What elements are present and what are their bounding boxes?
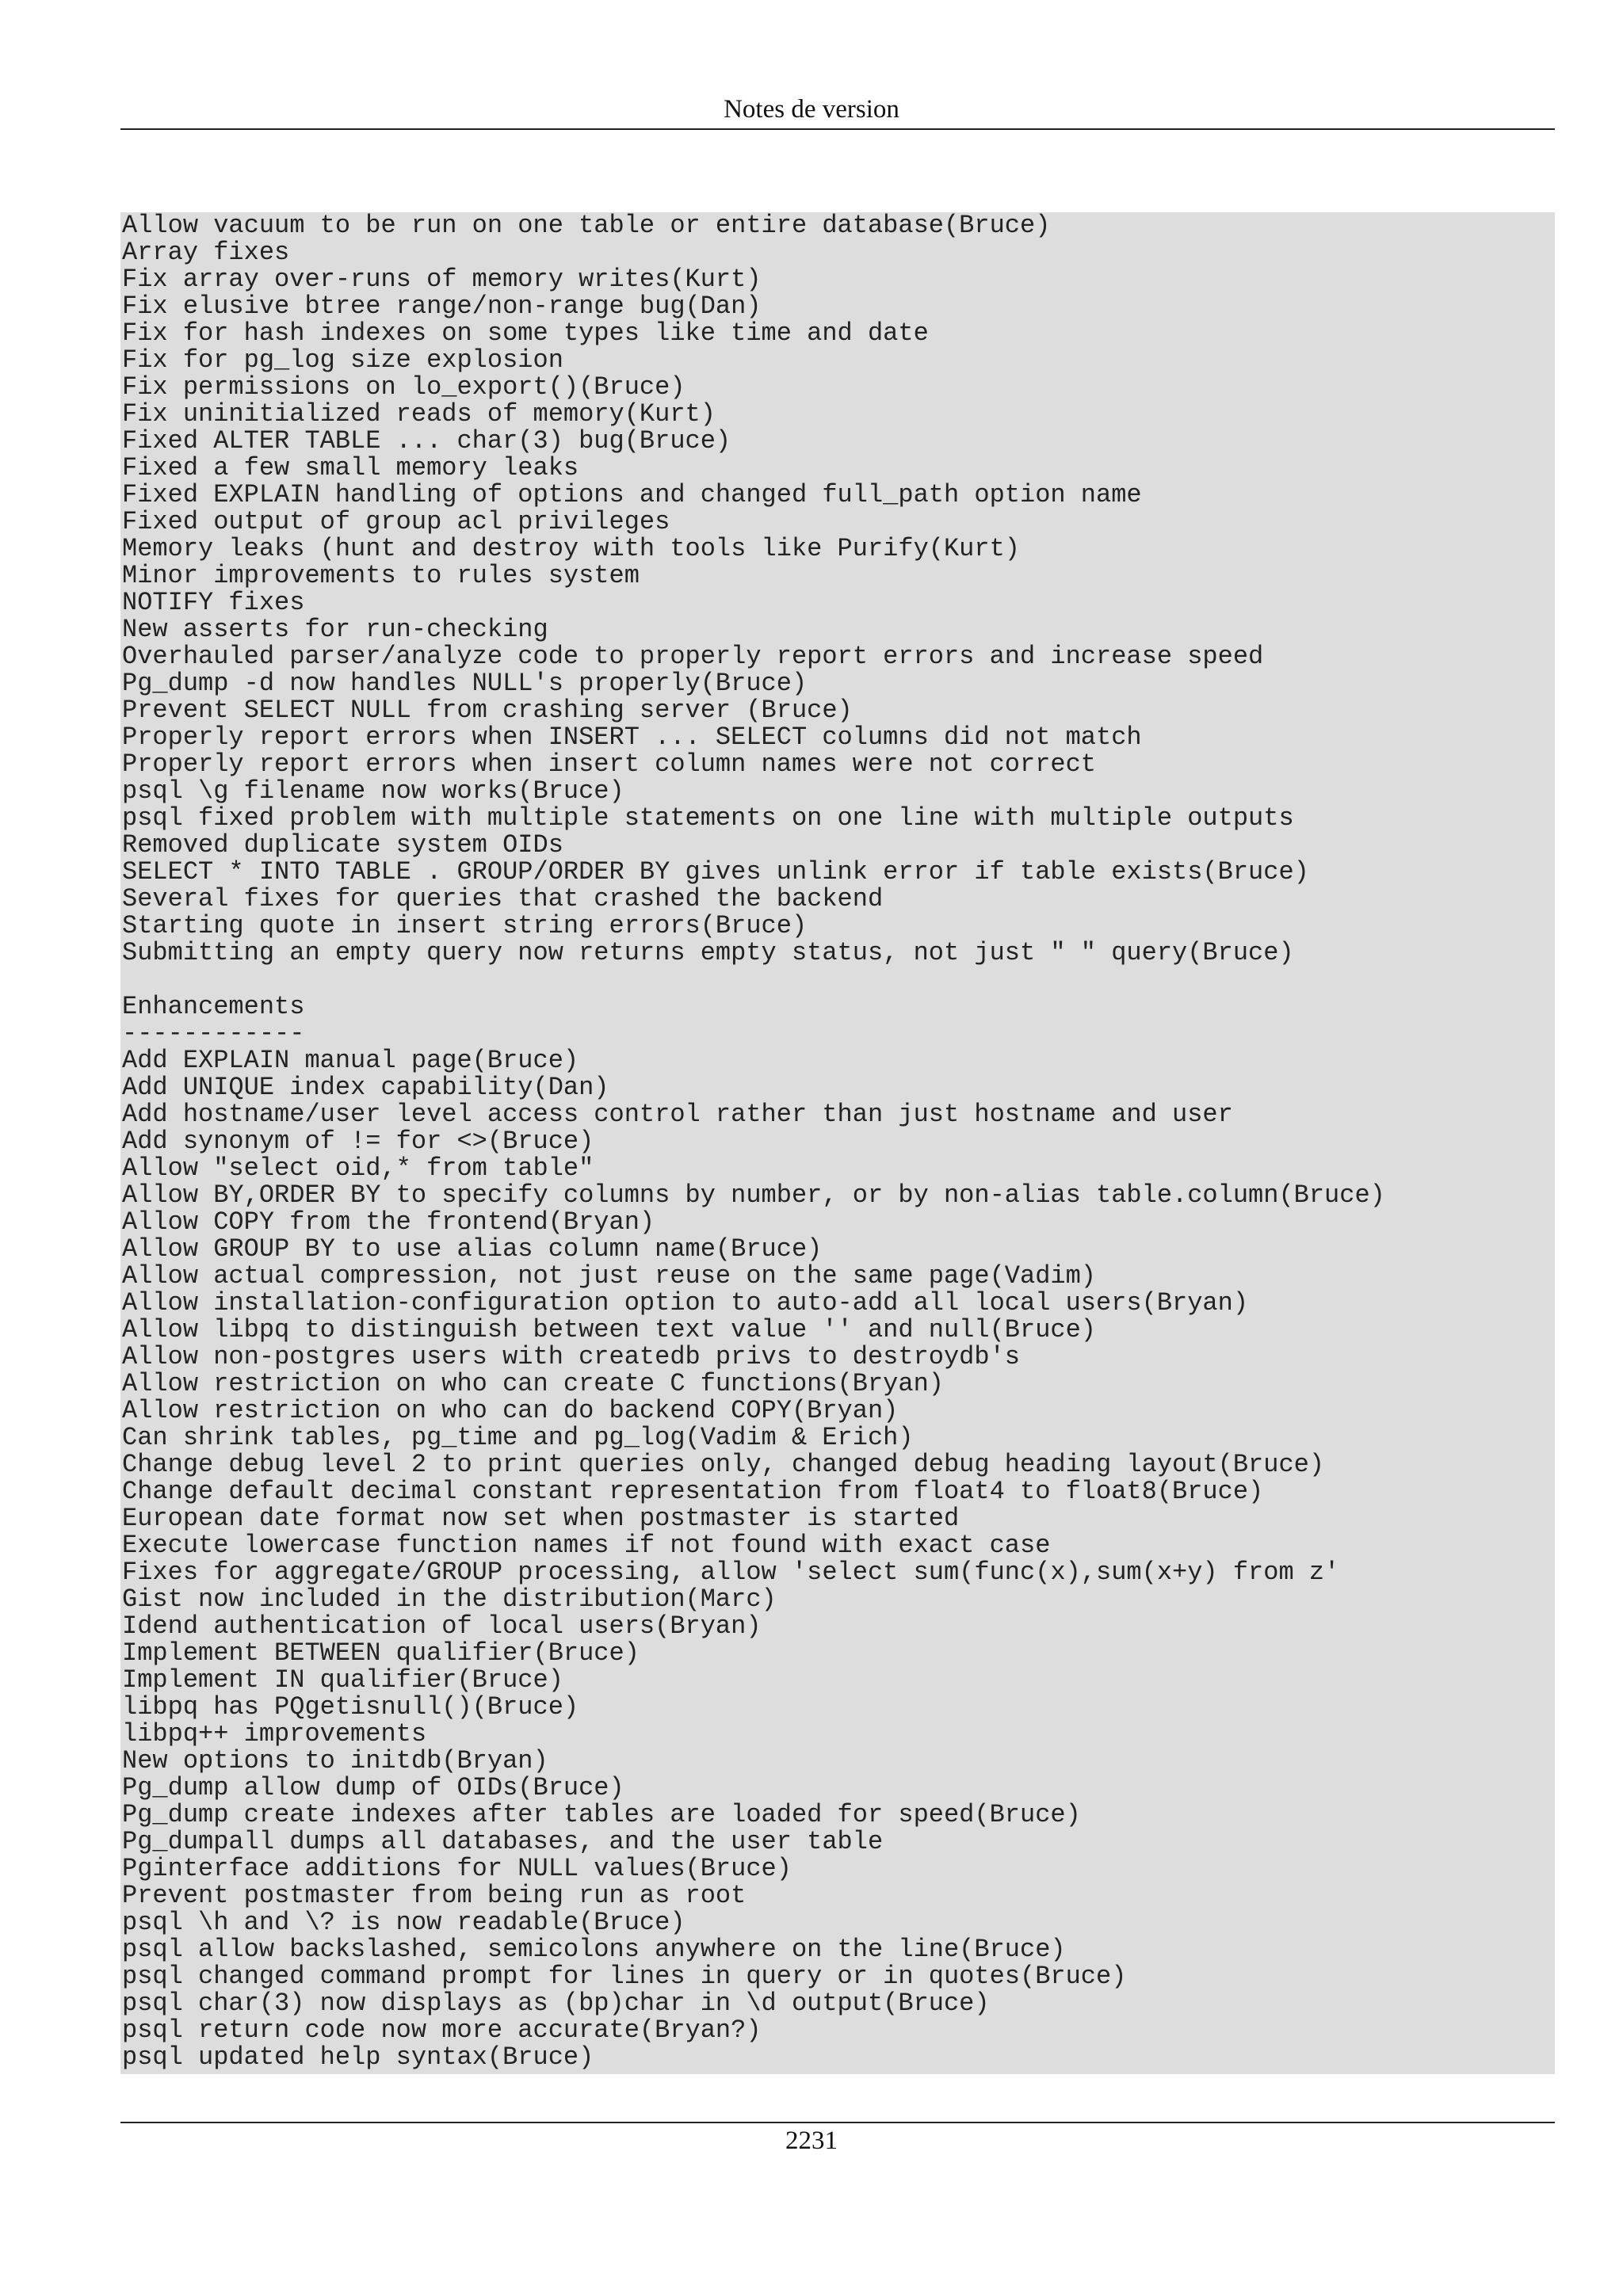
code-line: Pg_dumpall dumps all databases, and the user table <box>122 1827 884 1856</box>
code-line: Allow actual compression, not just reuse on the same page(Vadim) <box>122 1261 1096 1291</box>
code-line: Enhancements <box>122 992 305 1021</box>
code-line: Fix uninitialized reads of memory(Kurt) <box>122 399 716 429</box>
code-line: Minor improvements to rules system <box>122 561 640 590</box>
code-line: Idend authentication of local users(Bryan) <box>122 1611 762 1641</box>
code-line: psql return code now more accurate(Bryan?) <box>122 2016 762 2045</box>
code-line: Allow COPY from the frontend(Bryan) <box>122 1207 655 1237</box>
code-line: New asserts for run-checking <box>122 615 548 644</box>
code-line: Fixed output of group acl privileges <box>122 507 670 536</box>
code-line: Allow BY,ORDER BY to specify columns by number, or by non-alias table.column(Bruce) <box>122 1180 1385 1210</box>
header-divider <box>120 128 1555 130</box>
code-line: Starting quote in insert string errors(Bruce) <box>122 911 808 940</box>
page-number: 2231 <box>785 2126 838 2155</box>
code-line: psql updated help syntax(Bruce) <box>122 2042 594 2072</box>
code-line: Change default decimal constant representation from float4 to float8(Bruce) <box>122 1477 1264 1506</box>
code-line: psql char(3) now displays as (bp)char in \d output(Bruce) <box>122 1989 990 2018</box>
code-line: Memory leaks (hunt and destroy with tools like Purify(Kurt) <box>122 534 1020 563</box>
code-line: Pg_dump allow dump of OIDs(Bruce) <box>122 1773 624 1802</box>
code-line: Pg_dump -d now handles NULL's properly(Bruce) <box>122 669 808 698</box>
code-line: NOTIFY fixes <box>122 588 305 617</box>
code-line: Allow restriction on who can create C functions(Bryan) <box>122 1369 944 1398</box>
code-line: Properly report errors when insert column names were not correct <box>122 749 1096 779</box>
code-line: Allow "select oid,* from table" <box>122 1154 594 1183</box>
code-line: Allow restriction on who can do backend COPY(Bryan) <box>122 1396 899 1425</box>
code-line: Allow installation-configuration option to auto-add all local users(Bryan) <box>122 1288 1249 1318</box>
code-line: Fixed EXPLAIN handling of options and changed full_path option name <box>122 480 1142 509</box>
code-line: Add UNIQUE index capability(Dan) <box>122 1073 609 1102</box>
code-line: Add hostname/user level access control rather than just hostname and user <box>122 1100 1233 1129</box>
code-line: Gist now included in the distribution(Marc) <box>122 1585 777 1614</box>
code-line: psql allow backslashed, semicolons anywhere on the line(Bruce) <box>122 1935 1066 1964</box>
code-line: Several fixes for queries that crashed the backend <box>122 884 884 913</box>
code-line: Array fixes <box>122 238 290 267</box>
code-line: Add EXPLAIN manual page(Bruce) <box>122 1046 579 1075</box>
code-line: libpq++ improvements <box>122 1719 427 1749</box>
code-line: psql changed command prompt for lines in query or in quotes(Bruce) <box>122 1962 1127 1991</box>
code-line: Implement IN qualifier(Bruce) <box>122 1665 563 1695</box>
code-line: Allow libpq to distinguish between text value '' and null(Bruce) <box>122 1315 1096 1344</box>
code-line: Fix elusive btree range/non-range bug(Dan) <box>122 292 762 321</box>
code-line: Implement BETWEEN qualifier(Bruce) <box>122 1638 640 1668</box>
code-line: Prevent SELECT NULL from crashing server (Bruce) <box>122 696 853 725</box>
page-header-title: Notes de version <box>724 95 899 124</box>
code-line: Prevent postmaster from being run as root <box>122 1881 747 1910</box>
code-line: libpq has PQgetisnull()(Bruce) <box>122 1692 579 1722</box>
code-line: ------------ <box>122 1019 305 1048</box>
code-line: Execute lowercase function names if not found with exact case <box>122 1531 1051 1560</box>
code-line: Allow GROUP BY to use alias column name(Bruce) <box>122 1234 823 1264</box>
code-line: Fixed a few small memory leaks <box>122 453 579 482</box>
code-line: Can shrink tables, pg_time and pg_log(Vadim & Erich) <box>122 1423 914 1452</box>
code-line: Add synonym of != for <>(Bruce) <box>122 1127 594 1156</box>
code-line: Submitting an empty query now returns empty status, not just " " query(Bruce) <box>122 938 1294 967</box>
code-line: psql fixed problem with multiple statements on one line with multiple outputs <box>122 803 1294 833</box>
code-line: SELECT * INTO TABLE . GROUP/ORDER BY gives unlink error if table exists(Bruce) <box>122 857 1309 887</box>
code-line: Fixed ALTER TABLE ... char(3) bug(Bruce) <box>122 426 731 456</box>
code-line: Fix permissions on lo_export()(Bruce) <box>122 372 685 402</box>
code-line: Change debug level 2 to print queries only, changed debug heading layout(Bruce) <box>122 1450 1325 1479</box>
code-line: New options to initdb(Bryan) <box>122 1746 548 1775</box>
code-line: Overhauled parser/analyze code to properly report errors and increase speed <box>122 642 1264 671</box>
code-line: psql \h and \? is now readable(Bruce) <box>122 1908 685 1937</box>
code-line: Allow vacuum to be run on one table or entire database(Bruce) <box>122 211 1051 240</box>
code-line: European date format now set when postmaster is started <box>122 1504 960 1533</box>
code-line: Pg_dump create indexes after tables are loaded for speed(Bruce) <box>122 1800 1081 1829</box>
code-line: Fixes for aggregate/GROUP processing, allow 'select sum(func(x),sum(x+y) from z' <box>122 1558 1340 1587</box>
code-line: psql \g filename now works(Bruce) <box>122 776 624 806</box>
code-line: Fix for hash indexes on some types like time and date <box>122 318 929 348</box>
code-line: Fix array over-runs of memory writes(Kurt) <box>122 265 762 294</box>
code-line: Allow non-postgres users with createdb privs to destroydb's <box>122 1342 1020 1371</box>
release-notes-code-block <box>120 212 1555 2074</box>
code-line: Pginterface additions for NULL values(Bruce) <box>122 1854 792 1883</box>
code-line: Fix for pg_log size explosion <box>122 345 563 375</box>
code-line: Properly report errors when INSERT ... SELECT columns did not match <box>122 723 1142 752</box>
code-line: Removed duplicate system OIDs <box>122 830 563 860</box>
code-line <box>122 967 1555 994</box>
